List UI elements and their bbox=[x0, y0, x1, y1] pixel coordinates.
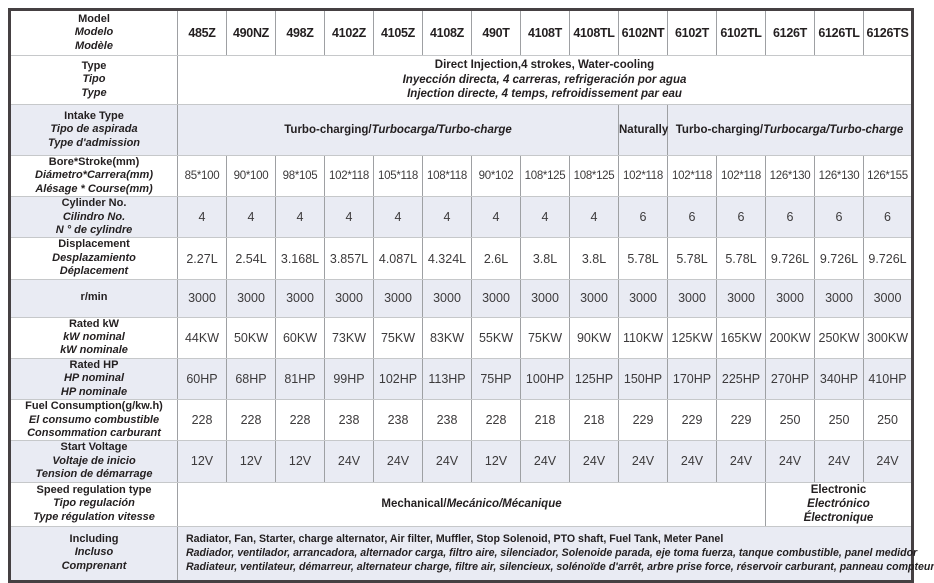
including-es: Radiador, ventilador, arrancadora, alternador carga, filtro aire, silenciador, Solenoide parada, eje toma fuerza, tanque combustible, panel medidor bbox=[186, 547, 918, 559]
rmin-value: 3000 bbox=[472, 279, 521, 317]
label-fr: Tension de démarrage bbox=[35, 468, 153, 481]
bore-value: 105*118 bbox=[374, 156, 423, 197]
label-es: Voltaje de inicio bbox=[52, 454, 136, 467]
row-label-displacement bbox=[10, 238, 178, 279]
label-es: Tipo bbox=[82, 73, 106, 86]
electronic-es: Electrónico bbox=[807, 497, 870, 510]
row-displacement bbox=[10, 238, 913, 279]
kw-value: 165KW bbox=[717, 317, 766, 358]
voltage-value: 24V bbox=[423, 441, 472, 482]
fuel-value: 250 bbox=[864, 400, 913, 441]
hp-value: 75HP bbox=[472, 358, 521, 399]
row-including bbox=[10, 526, 913, 581]
voltage-value: 24V bbox=[521, 441, 570, 482]
hp-value: 100HP bbox=[521, 358, 570, 399]
fuel-value: 238 bbox=[325, 400, 374, 441]
displacement-value: 3.8L bbox=[570, 238, 619, 279]
bore-value: 102*118 bbox=[619, 156, 668, 197]
label-es: Tipo regulación bbox=[53, 497, 135, 510]
voltage-value: 24V bbox=[766, 441, 815, 482]
intake-naturally: Naturally bbox=[619, 105, 668, 156]
turbo-en: Turbo-charging/ bbox=[675, 123, 764, 136]
label-en: Speed regulation type bbox=[36, 483, 152, 496]
fuel-value: 218 bbox=[521, 400, 570, 441]
voltage-value: 12V bbox=[276, 441, 325, 482]
label-en: Cylinder No. bbox=[61, 197, 127, 210]
label-es: Cilindro No. bbox=[62, 210, 126, 223]
model-header: 4105Z bbox=[374, 10, 423, 56]
kw-value: 110KW bbox=[619, 317, 668, 358]
hp-value: 270HP bbox=[766, 358, 815, 399]
displacement-value: 5.78L bbox=[717, 238, 766, 279]
kw-value: 200KW bbox=[766, 317, 815, 358]
hp-value: 60HP bbox=[178, 358, 227, 399]
kw-value: 125KW bbox=[668, 317, 717, 358]
displacement-value: 9.726L bbox=[864, 238, 913, 279]
row-label-model bbox=[10, 10, 178, 56]
label-es: Tipo de aspirada bbox=[50, 123, 138, 136]
model-header: 6126TL bbox=[815, 10, 864, 56]
label-en: Rated HP bbox=[69, 358, 119, 371]
model-header: 6102T bbox=[668, 10, 717, 56]
mechanical-es-fr: Mecánico/Mécanique bbox=[446, 497, 562, 510]
rmin-value: 3000 bbox=[766, 279, 815, 317]
type-value bbox=[178, 56, 913, 105]
hp-value: 113HP bbox=[423, 358, 472, 399]
row-hp bbox=[10, 358, 913, 399]
kw-value: 44KW bbox=[178, 317, 227, 358]
rmin-value: 3000 bbox=[374, 279, 423, 317]
row-label-fuel bbox=[10, 400, 178, 441]
displacement-value: 3.8L bbox=[521, 238, 570, 279]
label-en: Including bbox=[69, 533, 119, 546]
row-fuel bbox=[10, 400, 913, 441]
row-kw bbox=[10, 317, 913, 358]
displacement-value: 2.54L bbox=[227, 238, 276, 279]
engine-spec-table bbox=[8, 8, 934, 583]
displacement-value: 4.087L bbox=[374, 238, 423, 279]
displacement-value: 4.324L bbox=[423, 238, 472, 279]
displacement-value: 9.726L bbox=[815, 238, 864, 279]
row-label-speed bbox=[10, 482, 178, 526]
hp-value: 225HP bbox=[717, 358, 766, 399]
type-fr: Injection directe, 4 temps, refroidissement par eau bbox=[407, 88, 682, 101]
hp-value: 99HP bbox=[325, 358, 374, 399]
displacement-value: 2.6L bbox=[472, 238, 521, 279]
cylinder-value: 6 bbox=[619, 197, 668, 238]
model-header: 4108T bbox=[521, 10, 570, 56]
rmin-value: 3000 bbox=[668, 279, 717, 317]
cylinder-value: 4 bbox=[423, 197, 472, 238]
displacement-value: 9.726L bbox=[766, 238, 815, 279]
including-en: Radiator, Fan, Starter, charge alternator, Air filter, Muffler, Stop Solenoid, PTO shaft, Fuel Tank, Meter Panel bbox=[186, 532, 724, 545]
label-es: HP nominal bbox=[63, 372, 125, 385]
rmin-value: 3000 bbox=[423, 279, 472, 317]
cylinder-value: 6 bbox=[864, 197, 913, 238]
kw-value: 55KW bbox=[472, 317, 521, 358]
label-en: Fuel Consumption(g/kw.h) bbox=[25, 400, 163, 413]
hp-value: 125HP bbox=[570, 358, 619, 399]
row-model bbox=[10, 10, 913, 56]
model-header: 498Z bbox=[276, 10, 325, 56]
label-es: Diámetro*Carrera(mm) bbox=[35, 169, 153, 182]
row-voltage bbox=[10, 441, 913, 482]
rmin-value: 3000 bbox=[227, 279, 276, 317]
voltage-value: 24V bbox=[325, 441, 374, 482]
voltage-value: 24V bbox=[570, 441, 619, 482]
row-speed bbox=[10, 482, 913, 526]
label-fr: Modèle bbox=[75, 39, 113, 52]
displacement-value: 5.78L bbox=[619, 238, 668, 279]
intake-turbo-left bbox=[178, 105, 619, 156]
row-rmin bbox=[10, 279, 913, 317]
hp-value: 150HP bbox=[619, 358, 668, 399]
bore-value: 108*118 bbox=[423, 156, 472, 197]
rmin-value: 3000 bbox=[521, 279, 570, 317]
kw-value: 75KW bbox=[374, 317, 423, 358]
model-header: 4108Z bbox=[423, 10, 472, 56]
speed-mechanical bbox=[178, 482, 766, 526]
hp-value: 102HP bbox=[374, 358, 423, 399]
voltage-value: 24V bbox=[864, 441, 913, 482]
label-en: Intake Type bbox=[64, 109, 124, 122]
kw-value: 73KW bbox=[325, 317, 374, 358]
model-header: 490NZ bbox=[227, 10, 276, 56]
label-en: Type bbox=[81, 59, 107, 72]
row-label-kw bbox=[10, 317, 178, 358]
voltage-value: 12V bbox=[472, 441, 521, 482]
label-en: Rated kW bbox=[68, 317, 120, 330]
speed-electronic bbox=[766, 482, 913, 526]
rmin-value: 3000 bbox=[864, 279, 913, 317]
label-fr: Consommation carburant bbox=[27, 426, 161, 439]
rmin-value: 3000 bbox=[815, 279, 864, 317]
fuel-value: 228 bbox=[227, 400, 276, 441]
rmin-value: 3000 bbox=[325, 279, 374, 317]
rmin-value: 3000 bbox=[717, 279, 766, 317]
label-fr: kW nominale bbox=[60, 344, 128, 357]
label-es: kW nominal bbox=[63, 331, 125, 344]
bore-value: 126*155 bbox=[864, 156, 913, 197]
fuel-value: 218 bbox=[570, 400, 619, 441]
kw-value: 75KW bbox=[521, 317, 570, 358]
cylinder-value: 4 bbox=[570, 197, 619, 238]
fuel-value: 228 bbox=[276, 400, 325, 441]
label-es: Desplazamiento bbox=[52, 251, 136, 264]
bore-value: 90*102 bbox=[472, 156, 521, 197]
bore-value: 90*100 bbox=[227, 156, 276, 197]
including-fr: Radiateur, ventilateur, démarreur, alternateur charge, filtre air, silencieux, solénoïde d'arrêt, arbre prise force, réservoir carburant, panneau compteur bbox=[186, 561, 934, 574]
row-label-hp bbox=[10, 358, 178, 399]
row-intake bbox=[10, 105, 913, 156]
rmin-value: 3000 bbox=[619, 279, 668, 317]
displacement-value: 3.168L bbox=[276, 238, 325, 279]
voltage-value: 24V bbox=[668, 441, 717, 482]
turbo-es-fr: Turbocarga/Turbo-charge bbox=[371, 123, 512, 136]
row-label-rmin bbox=[10, 279, 178, 317]
label-fr: Type régulation vitesse bbox=[33, 510, 155, 523]
type-es: Inyección directa, 4 carreras, refrigeración por agua bbox=[402, 73, 687, 86]
bore-value: 108*125 bbox=[570, 156, 619, 197]
row-label-including bbox=[10, 526, 178, 581]
cylinder-value: 4 bbox=[374, 197, 423, 238]
model-header: 4108TL bbox=[570, 10, 619, 56]
fuel-value: 229 bbox=[619, 400, 668, 441]
fuel-value: 228 bbox=[178, 400, 227, 441]
kw-value: 300KW bbox=[864, 317, 913, 358]
label-en: Start Voltage bbox=[60, 441, 128, 454]
turbo-en: Turbo-charging/ bbox=[284, 123, 372, 136]
voltage-value: 24V bbox=[619, 441, 668, 482]
cylinder-value: 4 bbox=[276, 197, 325, 238]
cylinder-value: 4 bbox=[325, 197, 374, 238]
kw-value: 90KW bbox=[570, 317, 619, 358]
rmin-value: 3000 bbox=[570, 279, 619, 317]
row-bore bbox=[10, 156, 913, 197]
cylinder-value: 4 bbox=[227, 197, 276, 238]
hp-value: 340HP bbox=[815, 358, 864, 399]
cylinder-value: 6 bbox=[717, 197, 766, 238]
fuel-value: 250 bbox=[815, 400, 864, 441]
model-header: 485Z bbox=[178, 10, 227, 56]
including-value bbox=[178, 526, 934, 581]
rmin-value: 3000 bbox=[276, 279, 325, 317]
hp-value: 81HP bbox=[276, 358, 325, 399]
kw-value: 60KW bbox=[276, 317, 325, 358]
kw-value: 250KW bbox=[815, 317, 864, 358]
type-en: Direct Injection,4 strokes, Water-cooling bbox=[434, 59, 655, 72]
cylinder-value: 6 bbox=[766, 197, 815, 238]
cylinder-value: 4 bbox=[521, 197, 570, 238]
voltage-value: 12V bbox=[227, 441, 276, 482]
label-fr: Type d'admission bbox=[47, 136, 141, 149]
model-header: 490T bbox=[472, 10, 521, 56]
rmin-value: 3000 bbox=[178, 279, 227, 317]
label-fr: HP nominale bbox=[60, 385, 128, 398]
displacement-value: 2.27L bbox=[178, 238, 227, 279]
bore-value: 126*130 bbox=[815, 156, 864, 197]
label-en: r/min bbox=[80, 291, 108, 304]
cylinder-value: 4 bbox=[178, 197, 227, 238]
label-en: Displacement bbox=[58, 238, 130, 251]
fuel-value: 238 bbox=[423, 400, 472, 441]
bore-value: 108*125 bbox=[521, 156, 570, 197]
voltage-value: 24V bbox=[717, 441, 766, 482]
turbo-es-fr: Turbocarga/Turbo-charge bbox=[763, 123, 904, 136]
electronic-fr: Électronique bbox=[803, 512, 874, 525]
mechanical-en: Mechanical/ bbox=[381, 497, 447, 510]
hp-value: 410HP bbox=[864, 358, 913, 399]
bore-value: 126*130 bbox=[766, 156, 815, 197]
bore-value: 98*105 bbox=[276, 156, 325, 197]
row-label-intake bbox=[10, 105, 178, 156]
row-cylinder bbox=[10, 197, 913, 238]
displacement-value: 5.78L bbox=[668, 238, 717, 279]
label-es: Incluso bbox=[74, 546, 114, 559]
bore-value: 102*118 bbox=[325, 156, 374, 197]
model-header: 6126TS bbox=[864, 10, 913, 56]
kw-value: 50KW bbox=[227, 317, 276, 358]
bore-value: 85*100 bbox=[178, 156, 227, 197]
model-header: 6102TL bbox=[717, 10, 766, 56]
cylinder-value: 6 bbox=[815, 197, 864, 238]
model-header: 6102NT bbox=[619, 10, 668, 56]
displacement-value: 3.857L bbox=[325, 238, 374, 279]
label-es: El consumo combustible bbox=[28, 413, 160, 426]
model-header: 4102Z bbox=[325, 10, 374, 56]
cylinder-value: 4 bbox=[472, 197, 521, 238]
row-label-type bbox=[10, 56, 178, 105]
label-fr: Comprenant bbox=[61, 559, 127, 572]
bore-value: 102*118 bbox=[717, 156, 766, 197]
hp-value: 170HP bbox=[668, 358, 717, 399]
bore-value: 102*118 bbox=[668, 156, 717, 197]
row-type bbox=[10, 56, 913, 105]
cylinder-value: 6 bbox=[668, 197, 717, 238]
voltage-value: 24V bbox=[815, 441, 864, 482]
model-header: 6126T bbox=[766, 10, 815, 56]
fuel-value: 250 bbox=[766, 400, 815, 441]
fuel-value: 238 bbox=[374, 400, 423, 441]
label-en: Bore*Stroke(mm) bbox=[48, 156, 140, 168]
label-fr: Type bbox=[81, 86, 107, 99]
voltage-value: 24V bbox=[374, 441, 423, 482]
label-es: Modelo bbox=[74, 26, 114, 39]
intake-turbo-right bbox=[668, 105, 913, 156]
row-label-voltage bbox=[10, 441, 178, 482]
row-label-bore bbox=[10, 156, 178, 197]
fuel-value: 228 bbox=[472, 400, 521, 441]
row-label-cylinder bbox=[10, 197, 178, 238]
label-fr: N ° de cylindre bbox=[55, 224, 133, 237]
label-en: Model bbox=[78, 12, 110, 25]
label-fr: Déplacement bbox=[59, 265, 129, 278]
label-fr: Alésage * Course(mm) bbox=[35, 182, 153, 195]
kw-value: 83KW bbox=[423, 317, 472, 358]
fuel-value: 229 bbox=[717, 400, 766, 441]
electronic-en: Electronic bbox=[810, 483, 867, 496]
hp-value: 68HP bbox=[227, 358, 276, 399]
fuel-value: 229 bbox=[668, 400, 717, 441]
voltage-value: 12V bbox=[178, 441, 227, 482]
